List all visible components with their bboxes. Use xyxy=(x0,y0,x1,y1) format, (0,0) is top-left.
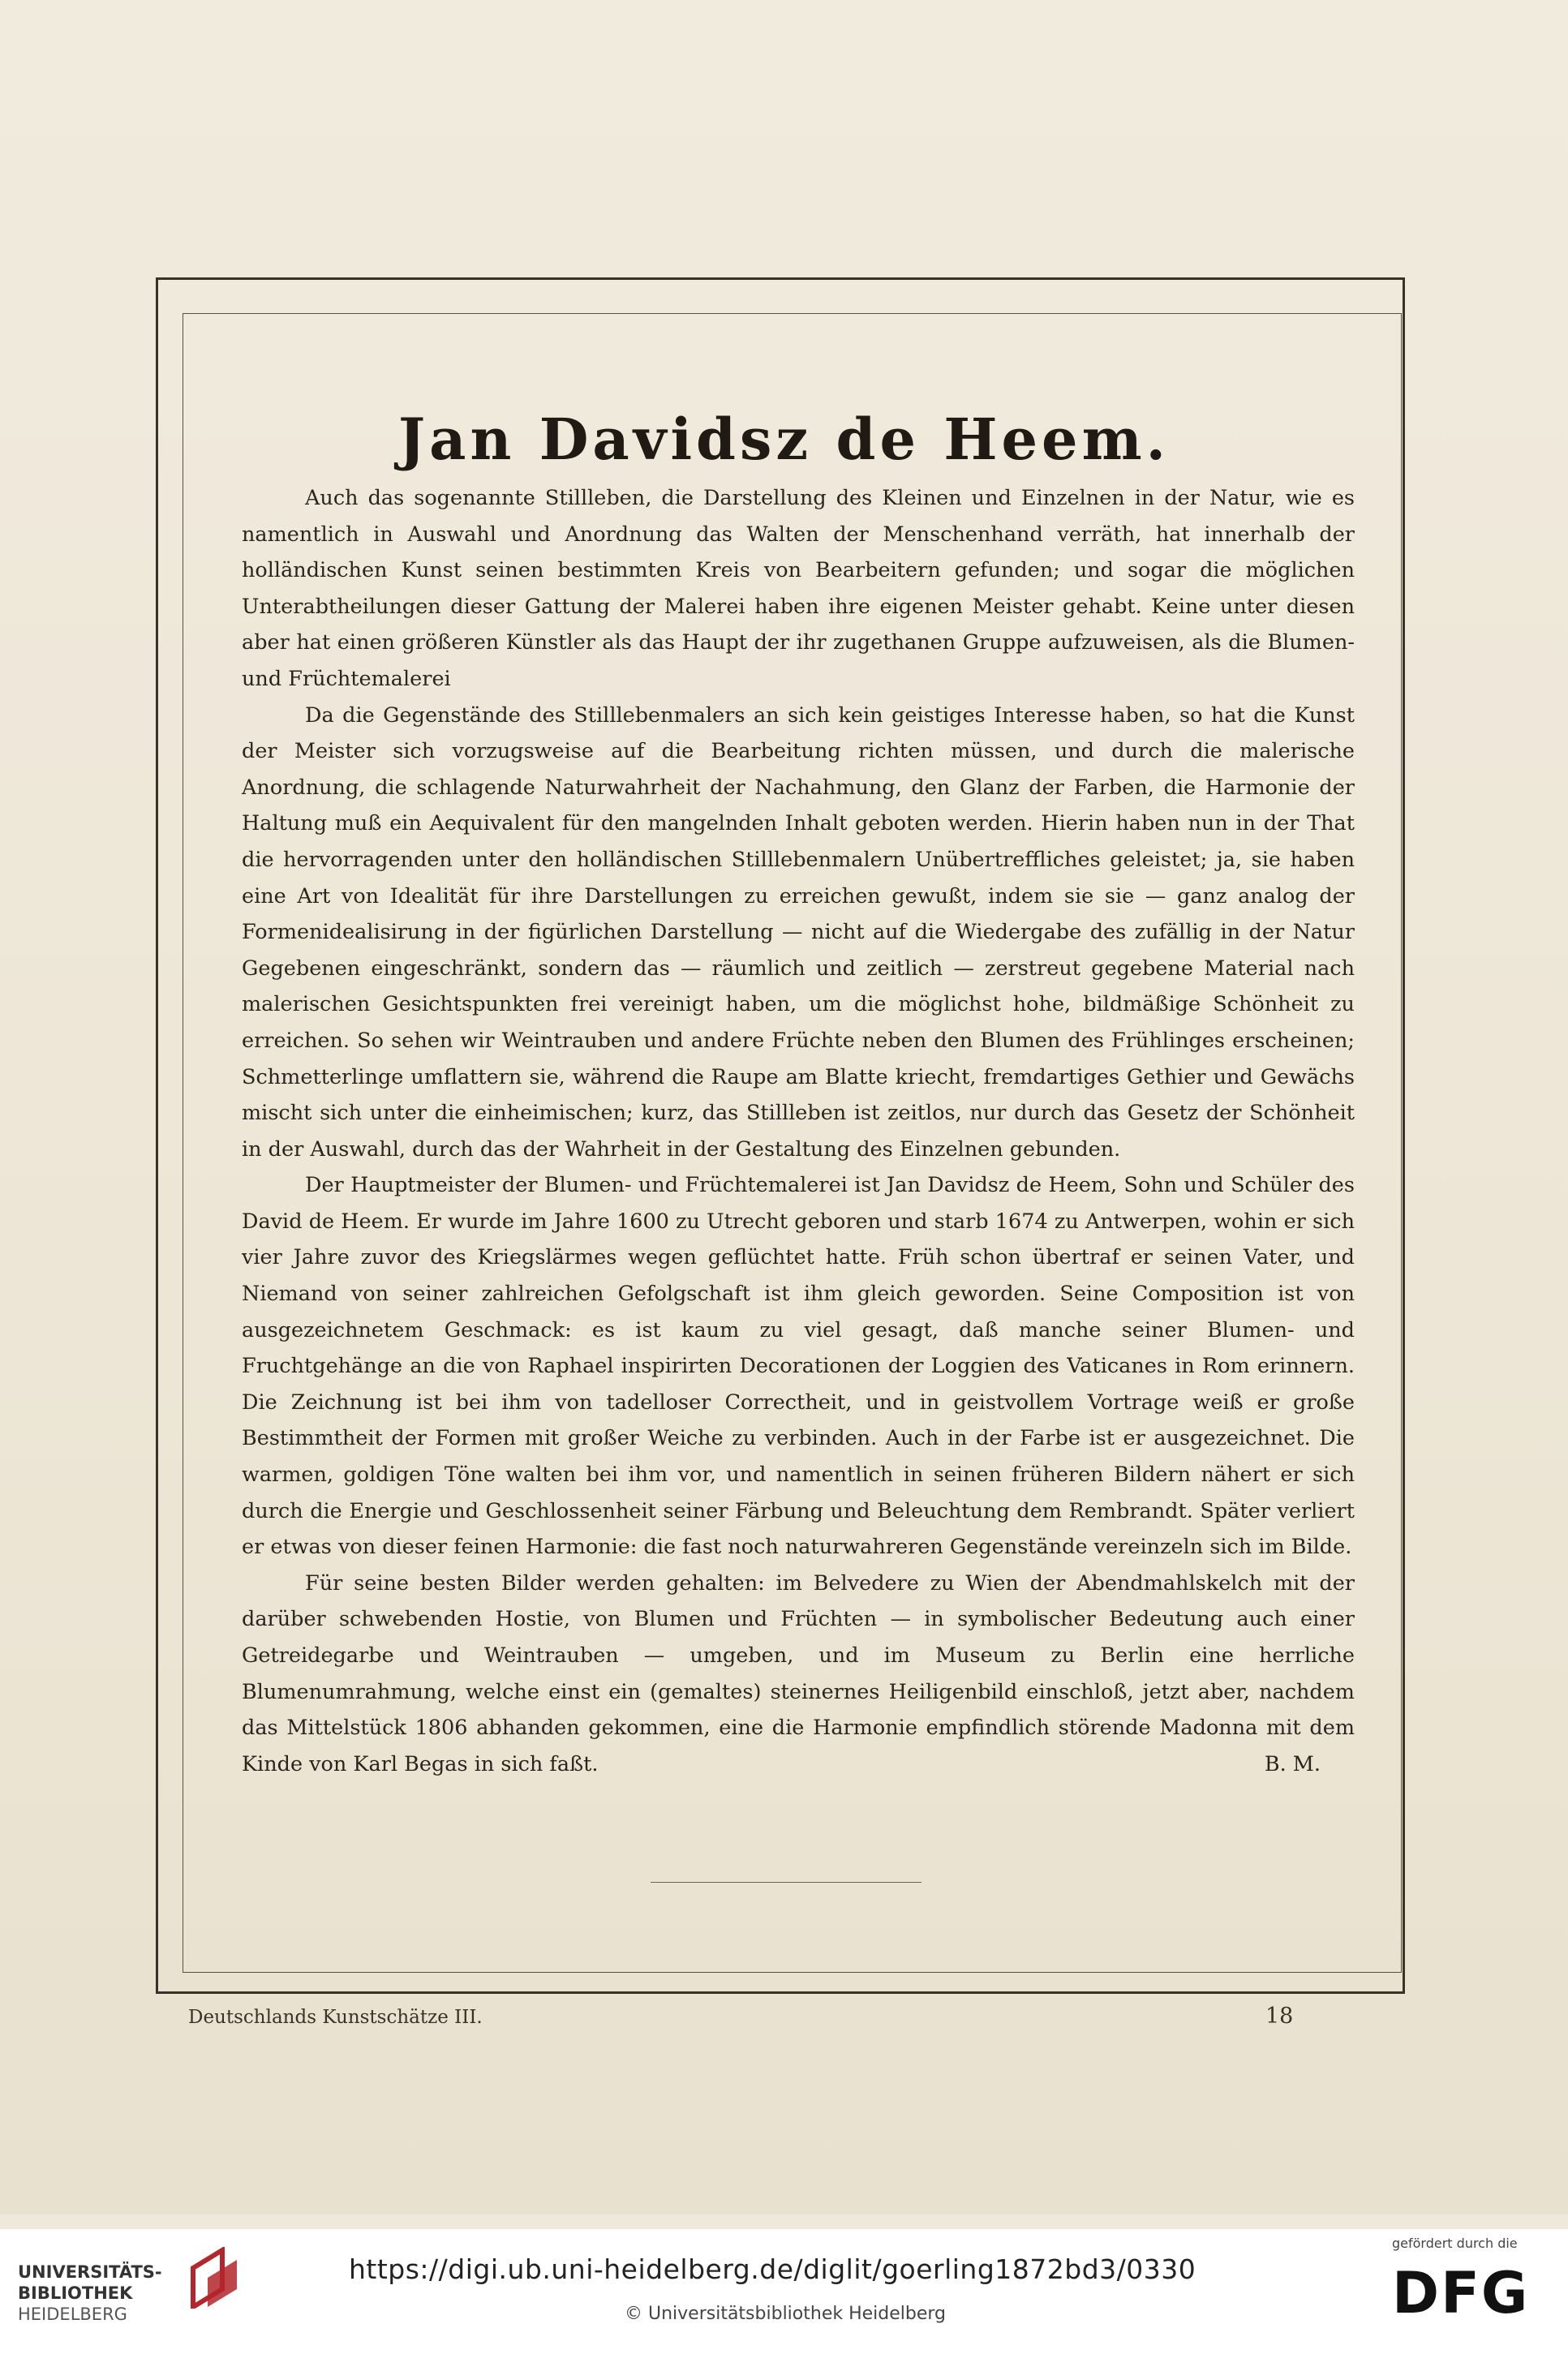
author-signature: B. M. xyxy=(1264,1751,1321,1776)
permalink-url[interactable]: https://digi.ub.uni-heidelberg.de/diglit/goerling1872bd3/0330 xyxy=(349,2253,1196,2285)
paragraph xyxy=(242,1566,1355,1783)
ub-heidelberg-logo[interactable] xyxy=(18,2262,188,2325)
logo-line: HEIDELBERG xyxy=(18,2305,127,2324)
ub-emblem-icon xyxy=(187,2247,248,2309)
paragraph: Auch das sogenannte Stillleben, die Darstellung des Kleinen und Einzelnen in der Natur, wie es namentlich in Auswahl und Anordnung das Walten der Menschenhand verräth, hat innerhalb der holländischen Kunst seinen bestimmten Kreis von Bearbeitern gefunden; und sogar die möglichen Unterabtheilungen dieser Gattung der Malerei haben ihre eigenen Meister gehabt. Keine unter diesen aber hat einen größeren Künstler als das Haupt der ihr zugethanen Gruppe aufzuweisen, als die Blumen- und Früchtemalerei xyxy=(242,486,1355,691)
logo-line: BIBLIOTHEK xyxy=(18,2283,133,2303)
copyright-notice: © Universitätsbibliothek Heidelberg xyxy=(625,2304,947,2324)
article-body xyxy=(242,480,1355,1782)
paragraph-text: Für seine besten Bilder werden gehalten: im Belvedere zu Wien der Abendmahlskelch mit der darüber schwebenden Hostie, von Blumen und Früchten — in symbolischer Bedeutung auch einer Getreidegarbe und Weintrauben — umgeben, und im Museum zu Berlin eine herrliche Blumenumrahmung, welche einst ein (gemaltes) steinernes Heiligenbild einschloß, jetzt aber, nachdem das Mittelstück 1806 abhanden gekommen, eine die Harmonie empfindlich störende Madonna mit dem Kinde von Karl Begas in sich faßt. xyxy=(242,1570,1355,1776)
paragraph: Der Hauptmeister der Blumen- und Früchtemalerei ist Jan Davidsz de Heem, Sohn und Schüler des David de Heem. Er wurde im Jahre 1600 zu Utrecht geboren und starb 1674 zu Antwerpen, wohin er sich vier Jahre zuvor des Kriegslärmes wegen geflüchtet hatte. Früh schon übertraf er seinen Vater, und Niemand von seiner zahlreichen Gefolgschaft ist ihm gleich geworden. Seine Composition ist von ausgezeichnetem Geschmack: es ist kaum zu viel gesagt, daß manche seiner Blumen- und Fruchtgehänge an die von Raphael inspirirten Decorationen der Loggien des Vaticanes in Rom erinnern. Die Zeichnung ist bei ihm von tadelloser Correctheit, und in geistvollem Vortrage weiß er große Bestimmtheit der Formen mit großer Weiche zu verbinden. Auch in der Farbe ist er ausgezeichnet. Die warmen, goldigen Töne walten bei ihm vor, und namentlich in seinen früheren Bildern nähert er sich durch die Energie und Geschlossenheit seiner Färbung und Beleuchtung dem Rembrandt. Später verliert er etwas von dieser feinen Harmonie: die fast noch naturwahreren Gegenstände vereinzeln sich im Bilde. xyxy=(242,1173,1355,1560)
dfg-logo[interactable]: DFG xyxy=(1392,2260,1530,2326)
paragraph: Da die Gegenstände des Stilllebenmalers an sich kein geistiges Interesse haben, so hat die Kunst der Meister sich vorzugsweise auf die Bearbeitung richten müssen, und durch die malerische Anordnung, die schlagende Naturwahrheit der Nachahmung, den Glanz der Farben, die Harmonie der Haltung muß ein Aequivalent für den mangelnden Inhalt geboten werden. Hierin haben nun in der That die hervorragenden unter den holländischen Stilllebenmalern Unübertreffliches geleistet; ja, sie haben eine Art von Idealität für ihre Darstellungen zu erreichen gewußt, indem sie sie — ganz analog der Formenidealisirung in der figürlichen Darstellung — nicht auf die Wiedergabe des zufällig in der Natur Gegebenen eingeschränkt, sondern das — räumlich und zeitlich — zerstreut gegebene Material nach malerischen Gesichtspunkten frei vereinigt haben, um die möglichst hohe, bildmäßige Schönheit zu erreichen. So sehen wir Weintrauben und andere Früchte neben den Blumen des Frühlinges erscheinen; Schmetterlinge umflattern sie, während die Raupe am Blatte kriecht, fremdartiges Gethier und Gewächs mischt sich unter die einheimischen; kurz, das Stillleben ist zeitlos, nur durch das Gesetz der Schönheit in der Auswahl, durch das der Wahrheit in der Gestaltung des Einzelnen gebunden. xyxy=(242,702,1355,1162)
page-number: 18 xyxy=(1265,2004,1294,2029)
article-title: Jan Davidsz de Heem. xyxy=(397,406,1171,473)
footer-publication: Deutschlands Kunstschätze III. xyxy=(188,2007,483,2028)
separator-line xyxy=(651,1882,921,1883)
funder-label: gefördert durch die xyxy=(1392,2236,1518,2251)
library-footer-bar xyxy=(0,2229,1568,2354)
logo-line: UNIVERSITÄTS- xyxy=(18,2262,162,2282)
